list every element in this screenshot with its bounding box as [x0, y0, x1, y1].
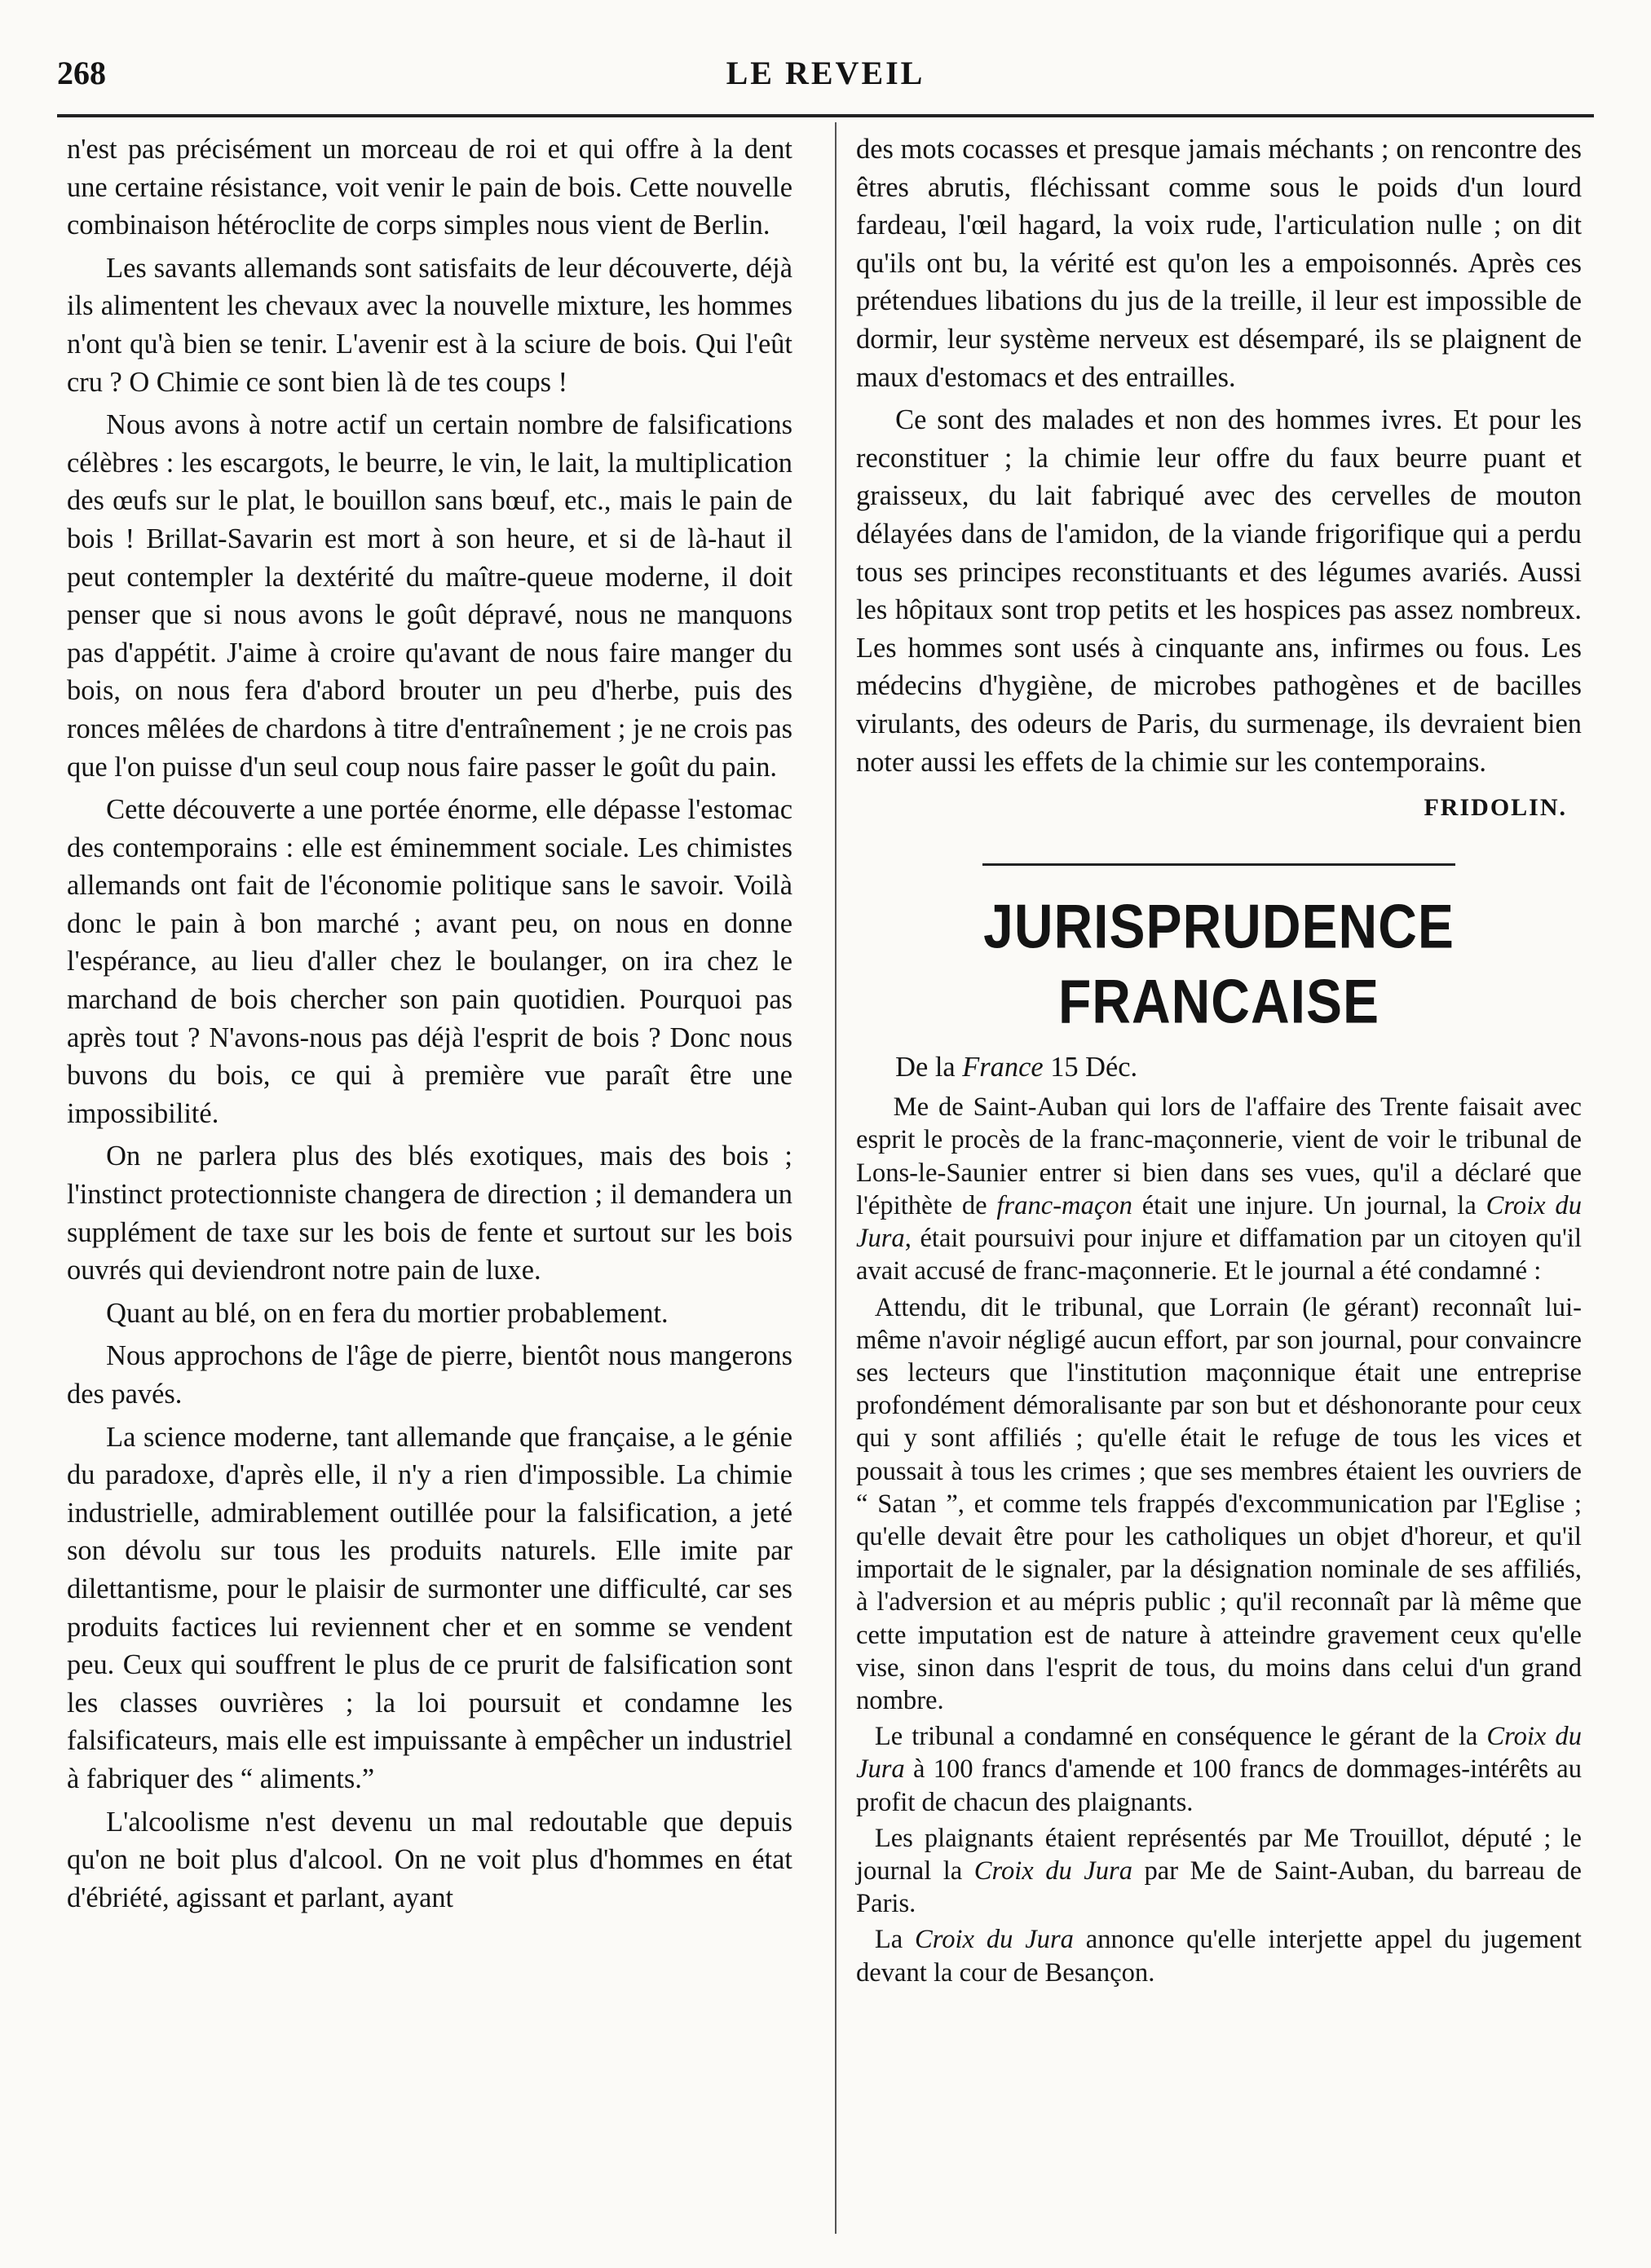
paragraph: Quant au blé, on en fera du mortier probablement.	[106, 1297, 669, 1329]
paragraph: Les savants allemands sont satisfaits de leur découverte, déjà ils alimentent les chevaux avec la nouvelle mixture, les hommes n'ont qu'à bien se tenir. L'avenir est à la sciure de bois. Qui l'eût cru ? O Chimie ce sont bien là de tes coups !	[67, 252, 792, 398]
paragraph: Cette découverte a une portée énorme, elle dépasse l'estomac des contemporains : elle est éminemment sociale. Les chimistes allemands ont fait de l'économie politique sans le savoir. Voilà donc le pain à bon marché ; avant peu, on nous en donne l'espérance, au lieu d'aller chez le boulanger, on ira chez le marchand de bois chercher son pain quotidien. Pourquoi pas après tout ? N'avons-nous pas déjà l'esprit de bois ? Donc nous buvons du bois, ce qui à première vue paraît être une impossibilité.	[67, 794, 792, 1129]
paragraph: Me de Saint-Auban qui lors de l'affaire des Trente faisait avec esprit le procès de la franc-maçonnerie, vient de voir le tribunal de Lons-le-Saunier entrer si bien dans ses vues, qu'il a déclaré que l'épithète de franc-maçon était une injure. Un journal, la Croix du Jura, était poursuivi pour injure et diffamation par un citoyen qu'il avait accusé de franc-maçonnerie. Et le journal a été condamné :	[856, 1092, 1582, 1286]
running-title: LE REVEIL	[726, 55, 925, 91]
author-signature: FRIDOLIN.	[1424, 794, 1567, 822]
article-heading: JURISPRUDENCE FRANCAISE	[983, 891, 1455, 1036]
paragraph: Les plaignants étaient représentés par Me Trouillot, député ; le journal la Croix du Jura par Me de Saint-Auban, du barreau de Paris.	[856, 1823, 1582, 1919]
paragraph: On ne parlera plus des blés exotiques, mais des bois ; l'instinct protectionniste changera de direction ; il demandera un supplément de taxe sur les bois de fente et surtout sur les bois ouvrés qui deviendront notre pain de luxe.	[67, 1141, 792, 1286]
paragraph: La science moderne, tant allemande que française, a le génie du paradoxe, d'après elle, il n'y a rien d'impossible. La chimie industrielle, admirablement outillée pour la falsification, a jeté son dévolu sur tous les produits naturels. Elle imite par dilettantisme, pour le plaisir de surmonter une difficulté, car ses produits factices lui reviennent cher et en somme se vendent peu. Ceux qui souffrent le plus de ce prurit de falsification sont les classes ouvrières ; la loi poursuit et condamne les falsificateurs, mais elle est impuissante à empêcher un industriel à fabriquer des “ aliments.”	[67, 1421, 792, 1794]
paragraph: Le tribunal a condamné en conséquence le gérant de la Croix du Jura à 100 francs d'amende et 100 francs de dommages-intérêts au profit de chacun des plaignants.	[856, 1722, 1582, 1817]
left-column	[67, 130, 792, 1922]
source-name: France	[962, 1051, 1044, 1083]
paragraph: La Croix du Jura annonce qu'elle interjette appel du jugement devant la cour de Besançon.	[856, 1925, 1582, 1988]
paragraph: n'est pas précisément un morceau de roi et qui offre à la dent une certaine résistance, voit venir le pain de bois. Cette nouvelle combinaison hétéroclite de corps simples nous vient de Berlin.	[67, 134, 792, 241]
paragraph: L'alcoolisme n'est devenu un mal redoutable que depuis qu'on ne boit plus d'alcool. On ne voit plus d'hommes en état d'ébriété, agissant et parlant, ayant	[67, 1806, 792, 1913]
dateline: De la France 15 Déc.	[895, 1051, 1138, 1083]
page-number: 268	[57, 55, 106, 91]
article-body	[856, 1091, 1582, 1988]
column-separator	[835, 122, 837, 2234]
paragraph: Nous avons à notre actif un certain nombre de falsifications célèbres : les escargots, le beurre, le vin, le lait, la multiplication des œufs sur le plat, le bouillon sans bœuf, etc., mais le pain de bois ! Brillat-Savarin est mort à son heure, et si de là-haut il peut contempler la dextérité du maître-queue moderne, il doit penser que si nous avons le goût dépravé, nous ne manquons pas d'appétit. J'aime à croire qu'avant de nous faire manger du bois, on nous fera d'abord brouter un peu d'herbe, puis des ronces mêlées de chardons à titre d'entraînement ; je ne crois pas que l'on puisse d'un seul coup nous faire passer le goût du pain.	[67, 409, 792, 783]
paragraph: Attendu, dit le tribunal, que Lorrain (le gérant) reconnaît lui-même n'avoir négligé aucun effort, par son journal, pour convaincre ses lecteurs que l'institution maçonnique était une entreprise profondément démoralisante par son but et déshonorante pour ceux qui y sont affiliés ; qu'elle était le refuge de tous les vices et poussait à tous les crimes ; que ses membres étaient les ouvriers de “ Satan ”, et comme tels frappés d'excommunication par l'Eglise ; qu'elle devait être pour les catholiques un objet d'horeur, et qu'il importait de le signaler, par la désignation nominale de ses affiliés, à l'adversion et au mépris public ; qu'il reconnaît par là même que cette imputation est de nature à atteindre gravement ceux qu'elle vise, sinon dans l'esprit de tous, du moins dans celui d'un grand nombre.	[856, 1292, 1582, 1715]
header-rule	[57, 114, 1594, 117]
page-header	[57, 54, 1594, 103]
section-divider	[982, 863, 1455, 866]
paragraph: Ce sont des malades et non des hommes ivres. Et pour les reconstituer ; la chimie leur offre du faux beurre puant et graisseux, du lait fabriqué avec des cervelles de mouton délayées dans de l'amidon, de la viande frigorifique qui a perdu tous ses principes reconstituants et des légumes avariés. Aussi les hôpitaux sont trop petits et les hospices pas assez nombreux. Les hommes sont usés à cinquante ans, infirmes ou fous. Les médecins d'hygiène, de microbes pathogènes et de bacilles virulants, des odeurs de Paris, du surmenage, ils devraient bien noter aussi les effets de la chimie sur les contemporains.	[856, 404, 1582, 778]
right-column	[856, 130, 1582, 1992]
paragraph: des mots cocasses et presque jamais méchants ; on rencontre des êtres abrutis, fléchissant comme sous le poids d'un lourd fardeau, l'œil hagard, la voix rude, l'articulation nulle ; on dit qu'ils ont bu, la vérité est qu'on les a empoisonnés. Après ces prétendues libations du jus de la treille, il leur est impossible de dormir, leur système nerveux est désemparé, ils se plaignent de maux d'estomacs et des entrailles.	[856, 134, 1582, 393]
paragraph: Nous approchons de l'âge de pierre, bientôt nous mangerons des pavés.	[67, 1340, 792, 1410]
